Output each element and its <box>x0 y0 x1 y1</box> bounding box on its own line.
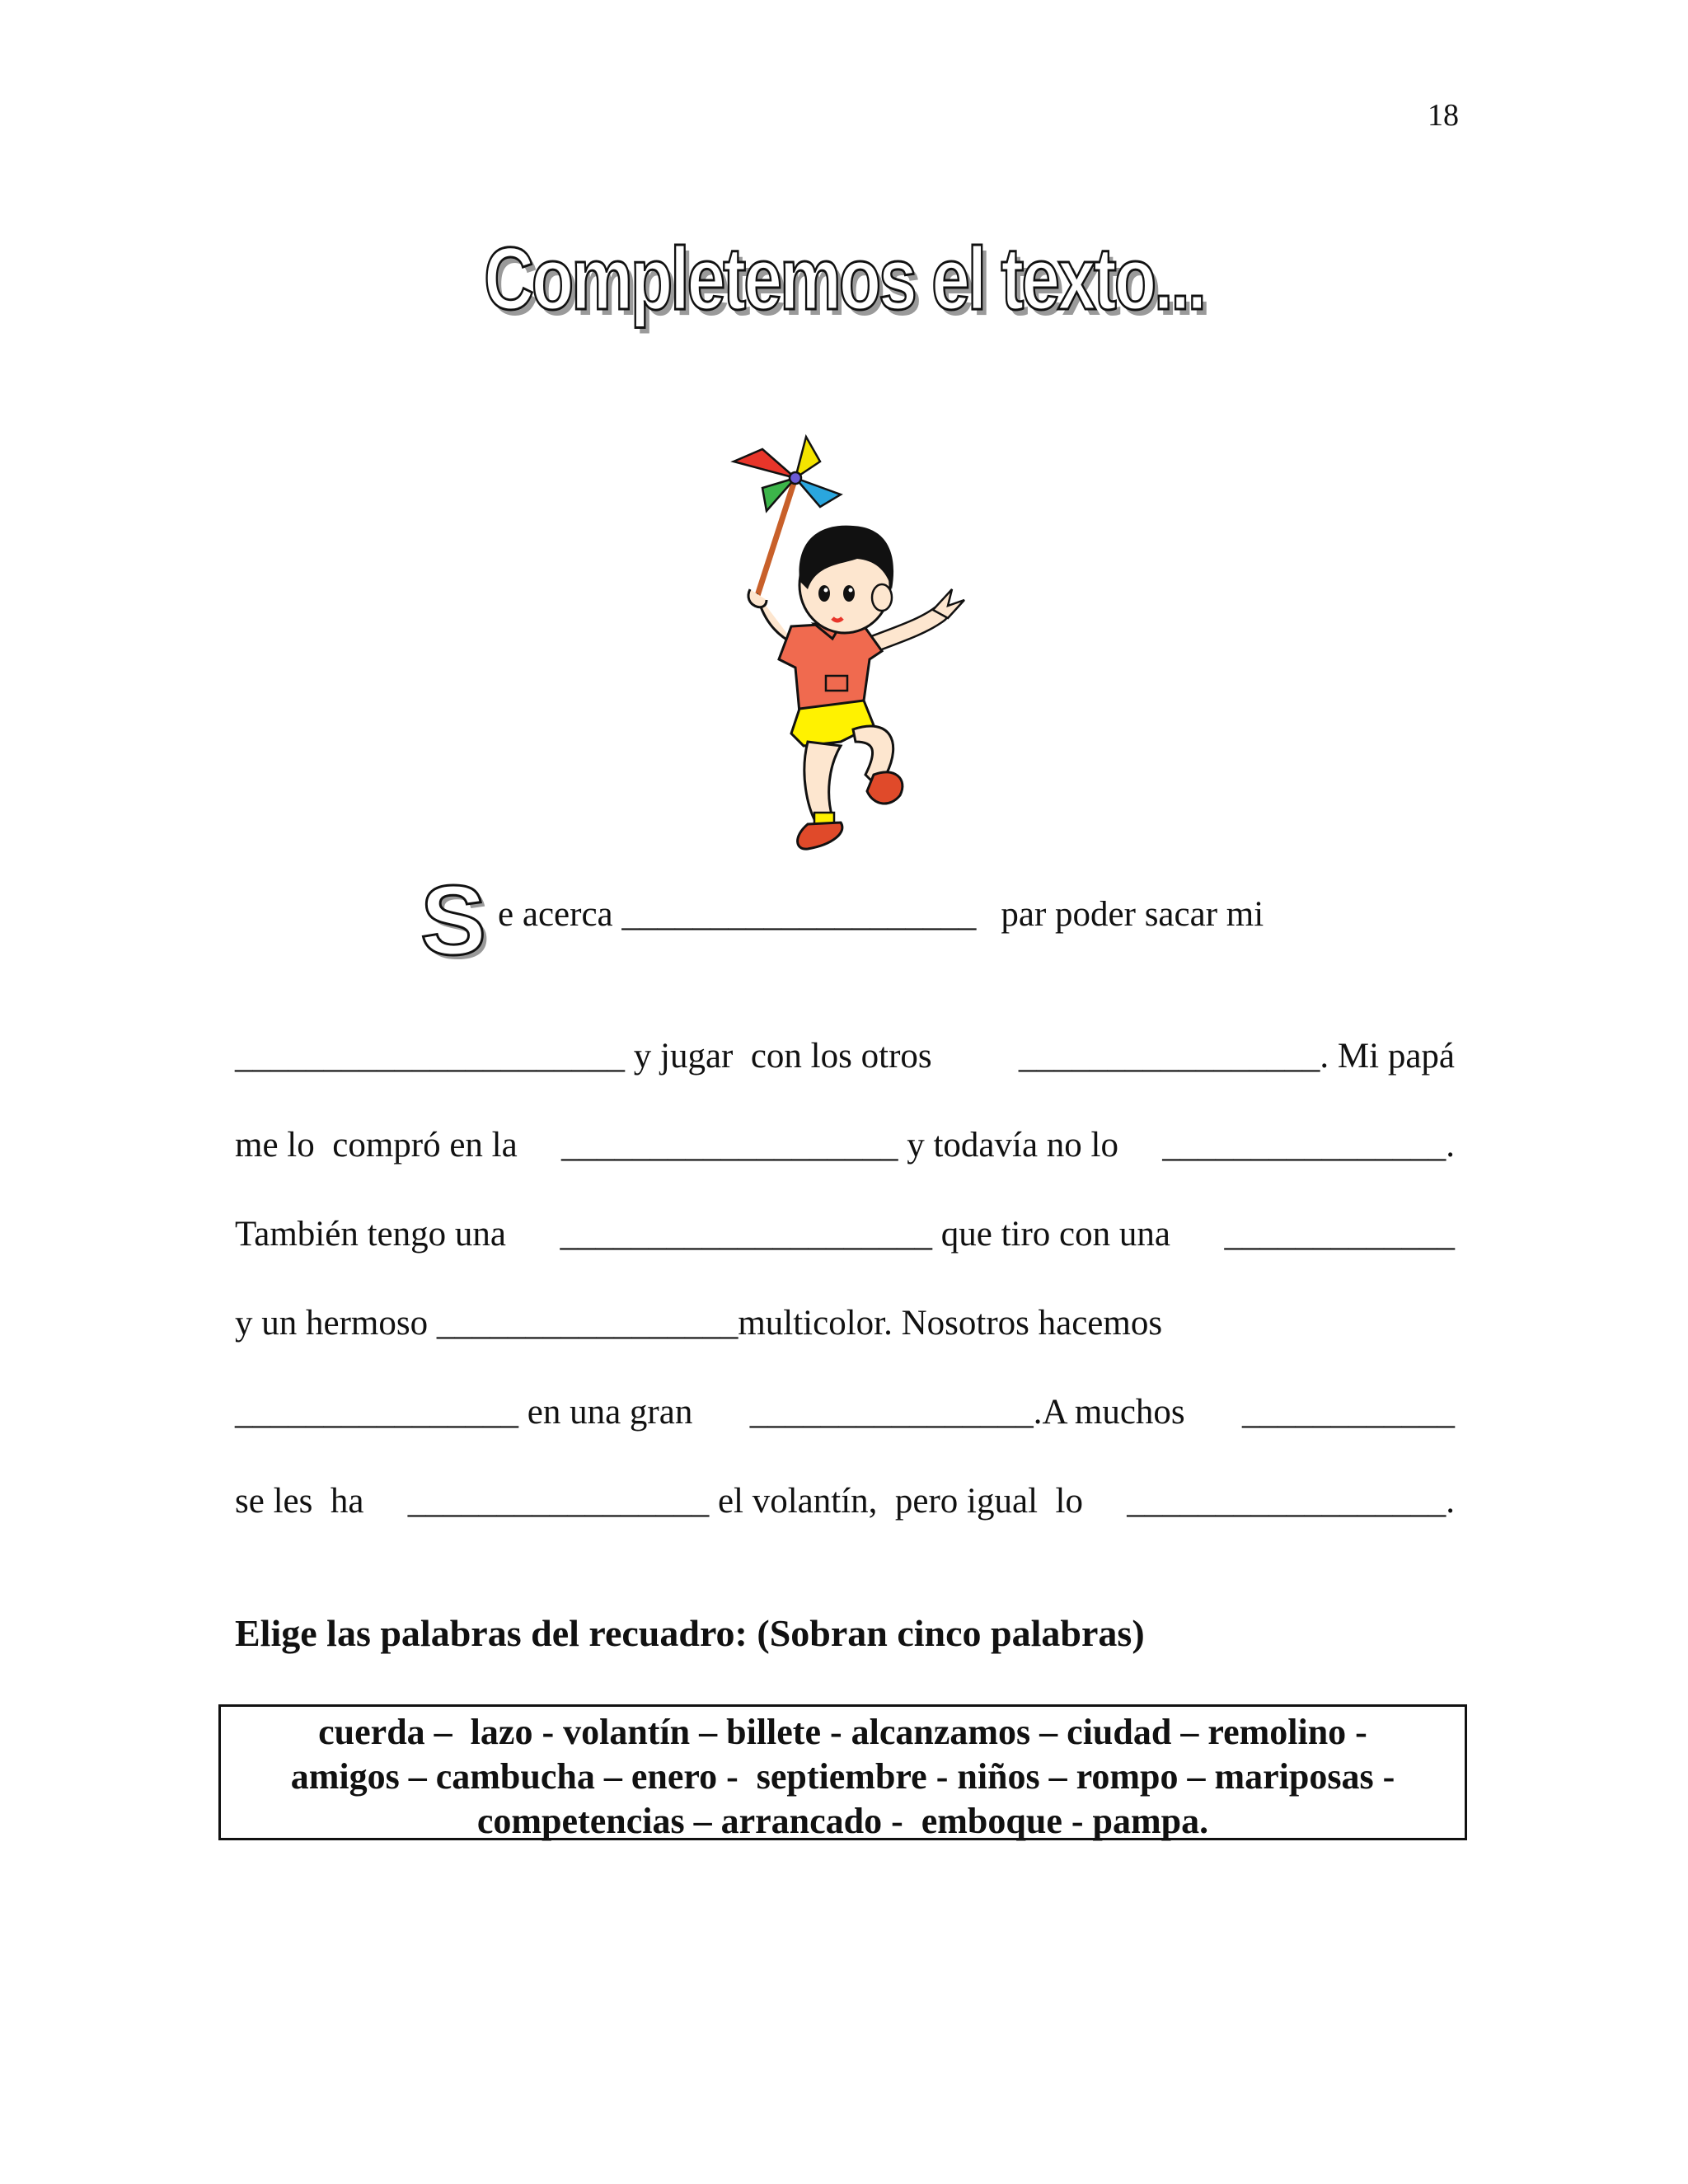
line-6-part-3: ____________ <box>1242 1393 1455 1432</box>
instruction-text: Elige las palabras del recuadro: (Sobran cinco palabras) <box>235 1612 1145 1654</box>
line-7-part-2: _________________ el volantín, pero igual lo <box>407 1482 1083 1521</box>
line-2-part-1: ______________________ y jugar con los otros <box>235 1037 932 1076</box>
line-4-part-3: _____________ <box>1224 1215 1455 1254</box>
paragraph-line-5 <box>235 1299 1455 1348</box>
line-5-part-1: y un hermoso _________________multicolor. Nosotros hacemos <box>235 1304 1163 1343</box>
paragraph-line-1 <box>420 865 1484 976</box>
child-with-pinwheel-illustration <box>717 429 981 857</box>
line-6-part-1: ________________ en una gran <box>235 1393 693 1432</box>
paragraph-line-3 <box>235 1121 1455 1170</box>
worksheet-title: Completemos el texto... <box>484 228 1204 328</box>
word-bank-line-1: cuerda – lazo - volantín – billete - alcanzamos – ciudad – remolino - <box>318 1712 1367 1752</box>
paragraph-line-6 <box>235 1388 1455 1437</box>
line-2-part-2: _________________. Mi papá <box>1018 1037 1455 1076</box>
page-number: 18 <box>1428 98 1459 133</box>
line-3-part-3: ________________. <box>1162 1126 1455 1165</box>
line-4-part-1: También tengo una <box>235 1215 506 1254</box>
paragraph-line-2 <box>235 1032 1455 1081</box>
line-1-part-2: par poder sacar mi <box>1001 895 1264 934</box>
line-4-part-2: _____________________ que tiro con una <box>560 1215 1170 1254</box>
word-bank-box <box>218 1704 1467 1840</box>
line-3-part-2: ___________________ y todavía no lo <box>560 1126 1118 1165</box>
drop-cap: S <box>420 865 487 976</box>
paragraph-line-7 <box>235 1477 1455 1526</box>
paragraph-line-4 <box>235 1210 1455 1259</box>
line-3-part-1: me lo compró en la <box>235 1126 518 1165</box>
line-6-part-2: ________________.A muchos <box>749 1393 1185 1432</box>
word-bank-line-2: amigos – cambucha – enero - septiembre - niños – rompo – mariposas - <box>290 1756 1395 1797</box>
line-7-part-3: __________________. <box>1127 1482 1455 1521</box>
word-bank-line-3: competencias – arrancado - emboque - pampa. <box>476 1801 1209 1841</box>
line-1-part-1: e acerca ____________________ <box>498 895 977 934</box>
line-7-part-1: se les ha <box>235 1482 364 1521</box>
